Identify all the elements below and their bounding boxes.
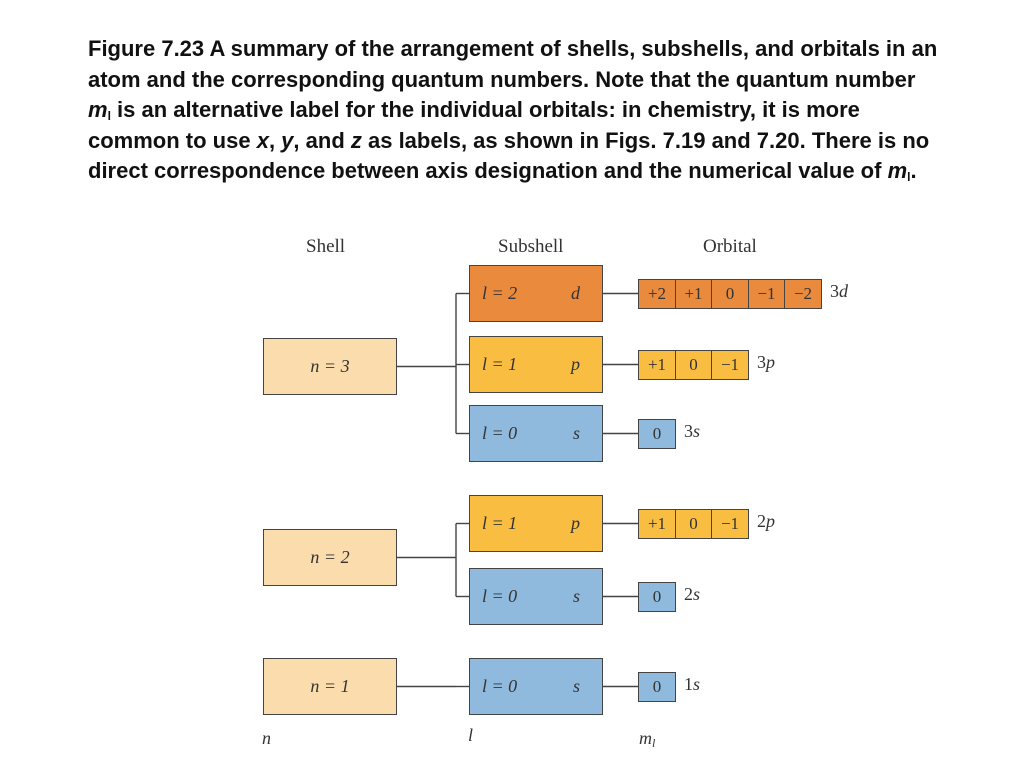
orbital-label	[684, 674, 700, 695]
caption-end-sub: l	[907, 170, 911, 184]
orbital-label-number: 2	[684, 583, 693, 604]
orbital-label	[684, 584, 700, 605]
orbital-cell: −1	[748, 279, 786, 309]
n-axis-label: n	[262, 728, 271, 748]
orbital-row	[638, 279, 822, 309]
orbital-label-letter: s	[693, 673, 701, 694]
orbital-label	[757, 511, 775, 532]
subshell-l-label: l = 2	[482, 283, 518, 303]
subshell-letter: s	[572, 586, 580, 606]
orbital-label-letter: d	[839, 280, 848, 301]
orbital-label	[757, 352, 775, 373]
subshell-letter: p	[571, 513, 580, 533]
l-axis-label: l	[468, 725, 474, 745]
orbital-cell: +1	[638, 509, 676, 539]
caption-end-m: m	[887, 158, 908, 183]
orbital-cell: +1	[638, 350, 676, 380]
orbital-label-letter: s	[693, 583, 701, 604]
caption-part-2: is an alternative label for the individual orbitals: in chemistry, it is more common to use	[88, 97, 860, 153]
subshell-letter: s	[572, 676, 580, 696]
orbital-label	[830, 281, 848, 302]
subshell-l-label: l = 0	[482, 423, 518, 443]
caption-period: .	[910, 158, 917, 183]
orbital-cell: −1	[711, 509, 749, 539]
subshell-l-label: l = 1	[482, 513, 518, 533]
subshell-box-p	[469, 336, 603, 393]
orbital-label-number: 1	[684, 673, 693, 694]
orbital-cell: 0	[638, 419, 676, 449]
orbital-cell: 0	[675, 509, 713, 539]
orbital-cell: +1	[675, 279, 713, 309]
subshell-box-s	[469, 568, 603, 625]
caption-z: z	[350, 127, 362, 153]
orbital-label-letter: s	[693, 420, 701, 441]
caption-y: y	[281, 127, 294, 153]
subshell-l-label: l = 1	[482, 354, 518, 374]
subshell-box-s	[469, 658, 603, 715]
caption-and: , and	[293, 127, 351, 153]
shell-box: n = 3	[263, 338, 397, 395]
subshell-letter: s	[572, 423, 580, 443]
orbital-label	[684, 421, 700, 442]
orbital-row	[638, 509, 749, 539]
subshell-column-title: Subshell	[498, 236, 564, 257]
orbital-label-number: 2	[757, 510, 766, 531]
subshell-l-label: l = 0	[482, 586, 518, 606]
caption-ml-m: m	[88, 97, 108, 122]
orbital-cell: +2	[638, 279, 676, 309]
orbital-label-number: 3	[684, 420, 693, 441]
caption-part-1: Figure 7.23 A summary of the arrangement of shells, subshells, and orbitals in an atom and the corresponding quantum numbers. Note that the quantum number	[88, 36, 938, 92]
ml-axis-label	[639, 728, 655, 749]
subshell-letter: p	[571, 354, 580, 374]
orbital-row	[638, 419, 676, 449]
subshell-box-p	[469, 495, 603, 552]
caption-comma: ,	[268, 127, 282, 153]
caption-x: x	[256, 127, 269, 153]
caption-part-3: as labels, as shown in Figs. 7.19 and 7.20. There is no direct correspondence between axis designation and the numerical value of	[88, 127, 930, 183]
orbital-row	[638, 350, 749, 380]
caption-ml-sub: l	[107, 109, 111, 123]
orbital-row	[638, 672, 676, 702]
orbital-label-letter: p	[766, 510, 775, 531]
ml-axis-m: m	[639, 728, 652, 748]
orbital-label-number: 3	[757, 351, 766, 372]
orbital-cell: 0	[711, 279, 749, 309]
shell-box: n = 2	[263, 529, 397, 586]
orbital-label-number: 3	[830, 280, 839, 301]
orbital-row	[638, 582, 676, 612]
orbital-label-letter: p	[766, 351, 775, 372]
shell-box: n = 1	[263, 658, 397, 715]
shell-column-title: Shell	[306, 236, 346, 257]
orbital-cell: −1	[711, 350, 749, 380]
subshell-letter: d	[571, 283, 580, 303]
subshell-l-label: l = 0	[482, 676, 518, 696]
subshell-box-d	[469, 265, 603, 322]
orbital-cell: 0	[638, 672, 676, 702]
orbital-cell: 0	[638, 582, 676, 612]
orbital-column-title: Orbital	[703, 236, 757, 257]
orbital-cell: 0	[675, 350, 713, 380]
ml-axis-sub: l	[652, 736, 656, 750]
orbital-cell: −2	[784, 279, 822, 309]
subshell-box-s	[469, 405, 603, 462]
